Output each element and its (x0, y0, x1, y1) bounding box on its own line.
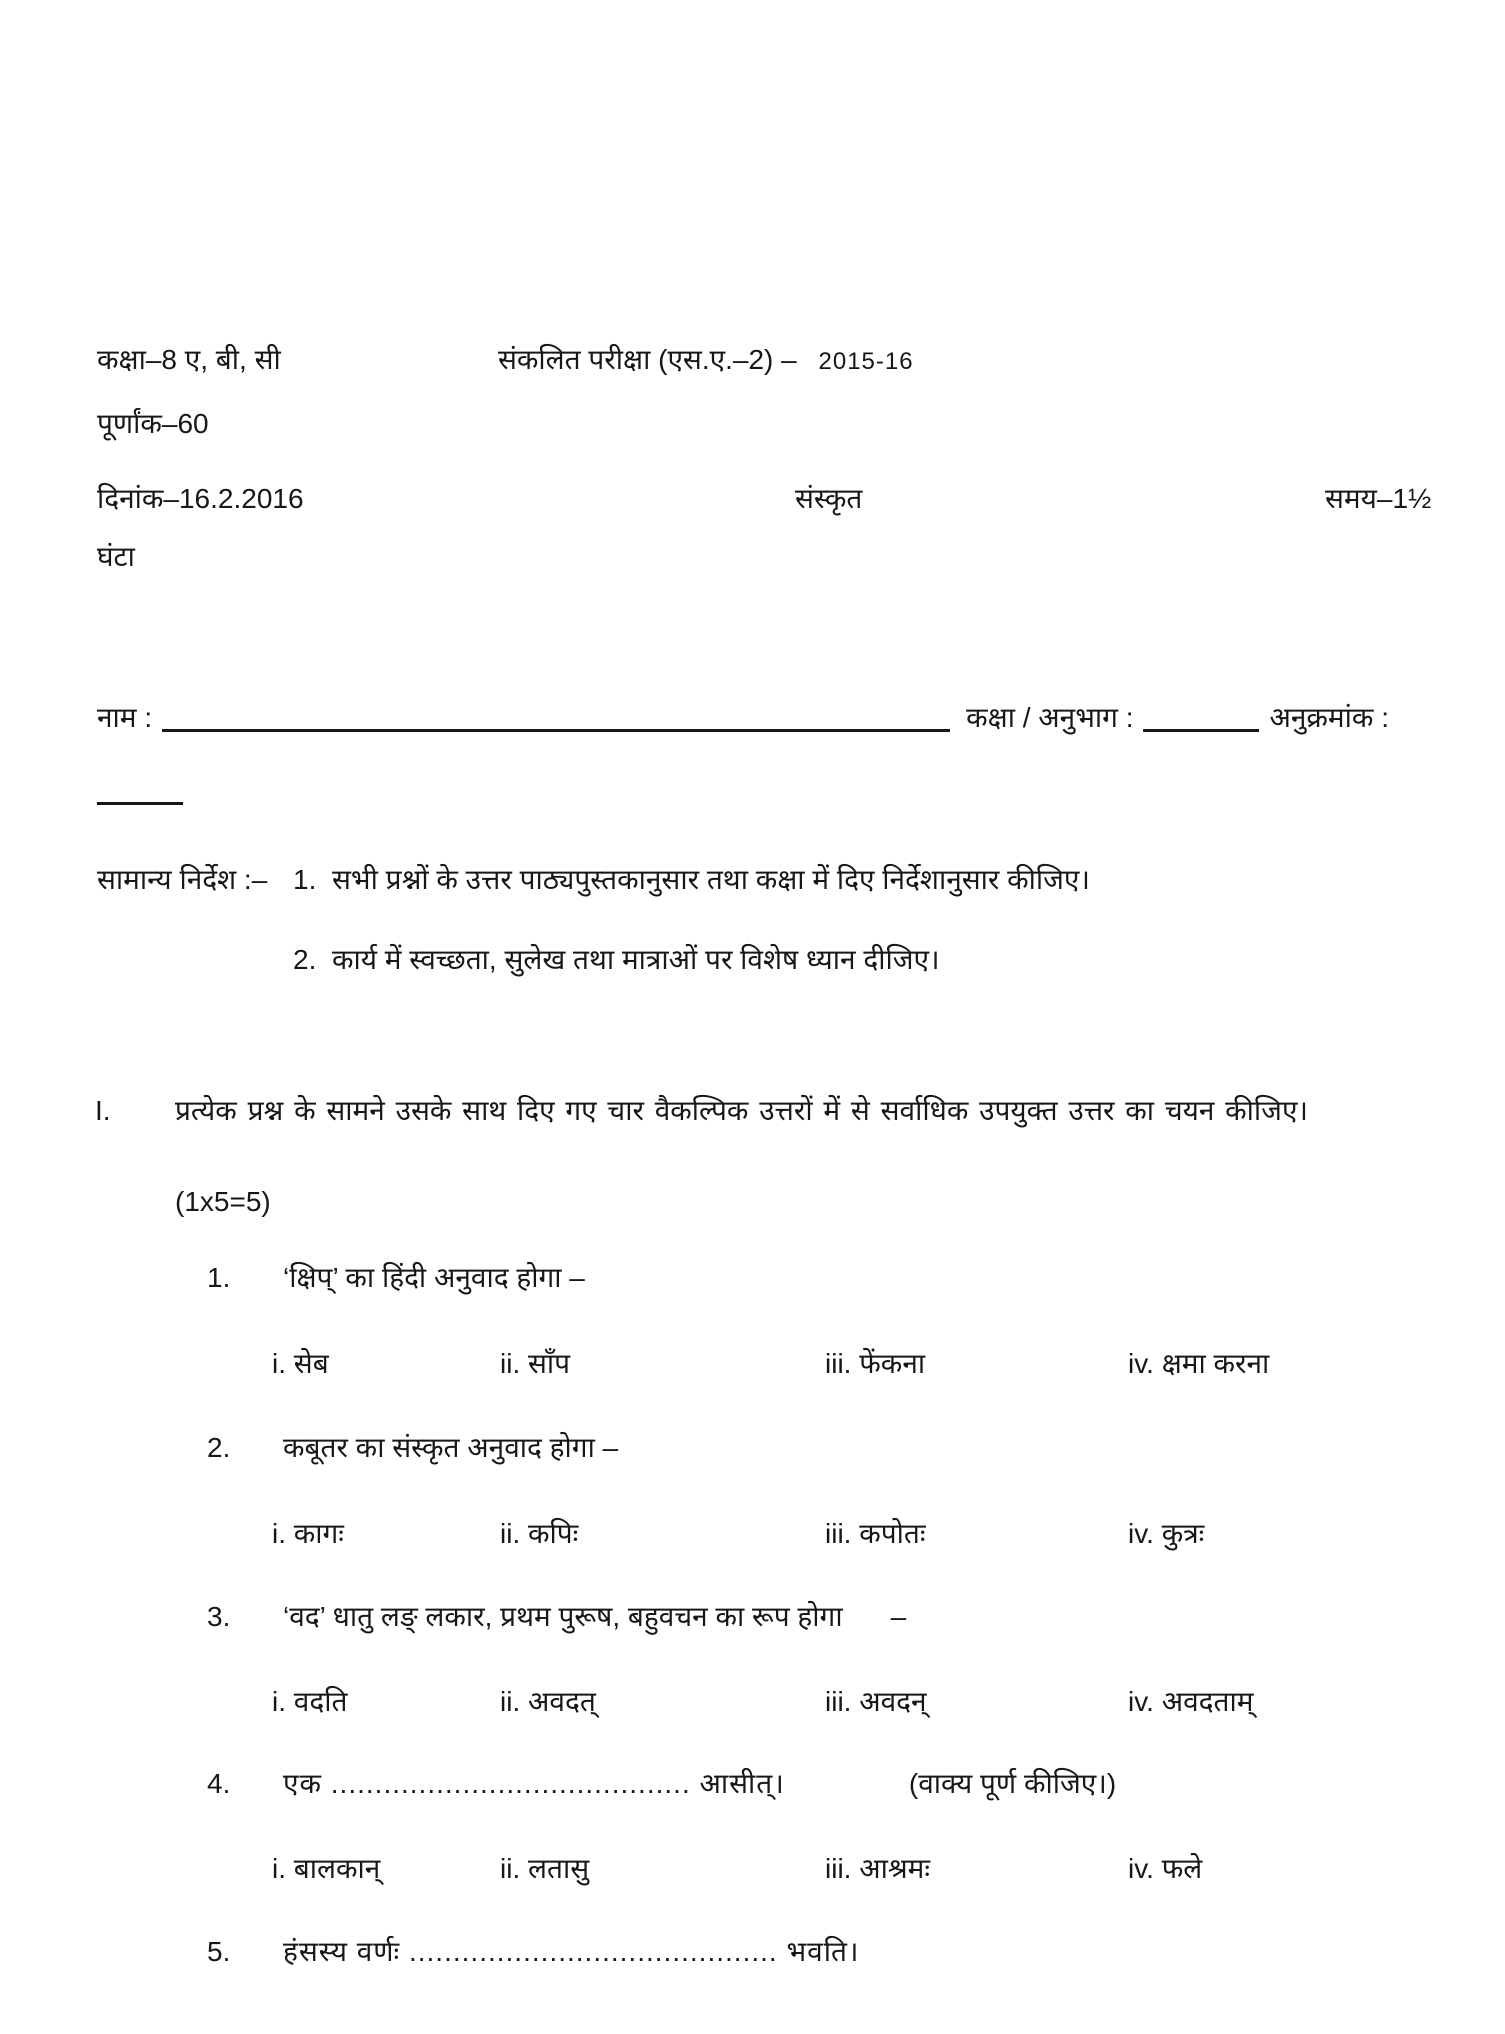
question-number: 5. (207, 1936, 231, 1967)
question-4 (97, 1764, 1116, 1804)
option-iv: iv. क्षमा करना (1128, 1348, 1270, 1379)
option-i: i. बालकान् (272, 1853, 381, 1884)
option-i: i. वदति (272, 1686, 348, 1717)
header-time-unit: घंटा (97, 541, 135, 572)
question-3 (97, 1597, 906, 1637)
student-fields-row (97, 698, 1389, 738)
name-label: नाम : (97, 702, 153, 733)
question-text: हंसस्य वर्णः .......................................... भवति। (283, 1936, 860, 1967)
header-session: 2015-16 (818, 348, 914, 375)
section-number: I. (95, 1095, 111, 1126)
question-text: कबूतर का संस्कृत अनुवाद होगा – (283, 1432, 619, 1463)
instruction-text: कार्य में स्वच्छता, सुलेख तथा मात्राओं पर विशेष ध्यान दीजिए। (332, 944, 940, 975)
question-1 (97, 1258, 585, 1298)
option-iii: iii. अवदन् (825, 1686, 927, 1717)
option-ii: ii. अवदत् (500, 1686, 596, 1717)
option-iv: iv. अवदताम् (1128, 1686, 1254, 1717)
question-number: 3. (207, 1601, 231, 1632)
general-instructions-item-2 (97, 940, 1505, 980)
question-dash: – (890, 1601, 907, 1632)
question-1-options (0, 1344, 1505, 1386)
header-exam-title: संकलित परीक्षा (एस.ए.–2) – (498, 344, 797, 375)
section-instruction-text: प्रत्येक प्रश्न के सामने उसके साथ दिए गए चार वैकल्पिक उत्तरों में से सर्वाधिक उपयुक्त उत्तर का चयन कीजिए। (175, 1095, 1309, 1126)
class-section-label: कक्षा / अनुभाग : (966, 702, 1134, 733)
header-class-line: कक्षा–8 ए, बी, सी (97, 344, 281, 375)
instruction-number: 2. (293, 944, 317, 975)
option-iv: iv. फले (1128, 1853, 1203, 1884)
class-section-blank-line (1143, 699, 1259, 732)
question-text: ‘क्षिप्’ का हिंदी अनुवाद होगा – (283, 1262, 585, 1293)
question-5 (97, 1932, 860, 1972)
option-i: i. सेब (272, 1348, 329, 1379)
question-text: एक ......................................... आसीत्। (283, 1768, 785, 1799)
question-3-options (0, 1682, 1505, 1724)
question-note: (वाक्य पूर्ण कीजिए।) (908, 1768, 1117, 1799)
option-iii: iii. कपोतः (825, 1518, 926, 1549)
header-date: दिनांक–16.2.2016 (97, 483, 304, 514)
question-number: 4. (207, 1768, 231, 1799)
header-time: समय–1½ (1325, 483, 1432, 514)
option-iii: iii. आश्रमः (825, 1853, 931, 1884)
question-number: 2. (207, 1432, 231, 1463)
instruction-text: सभी प्रश्नों के उत्तर पाठ्यपुस्तकानुसार तथा कक्षा में दिए निर्देशानुसार कीजिए। (332, 864, 1091, 895)
option-iii: iii. फेंकना (825, 1348, 926, 1379)
roll-blank-line (97, 802, 183, 805)
question-2 (97, 1428, 618, 1468)
option-i: i. कागः (272, 1518, 344, 1549)
general-instructions-item-1 (97, 860, 1505, 900)
option-ii: ii. कपिः (500, 1518, 579, 1549)
option-iv: iv. कुत्रः (1128, 1518, 1205, 1549)
section-1-heading (95, 1082, 1505, 1139)
option-ii: ii. लतासु (500, 1853, 590, 1884)
question-number: 1. (207, 1262, 231, 1293)
instruction-number: 1. (293, 864, 317, 895)
general-instructions-heading: सामान्य निर्देश :– (97, 864, 268, 895)
section-marks: (1x5=5) (175, 1186, 271, 1217)
option-ii: ii. साँप (500, 1348, 571, 1379)
header-subject: संस्कृत (795, 483, 863, 514)
question-text: ‘वद’ धातु लङ् लकार, प्रथम पुरूष, बहुवचन का रूप होगा (283, 1601, 843, 1632)
name-blank-line (162, 699, 950, 732)
roll-label: अनुक्रमांक : (1269, 702, 1389, 733)
question-2-options (0, 1514, 1505, 1556)
header-exam-title-group (498, 340, 914, 382)
question-4-options (0, 1849, 1505, 1891)
header-max-marks: पूर्णांक–60 (97, 408, 209, 439)
